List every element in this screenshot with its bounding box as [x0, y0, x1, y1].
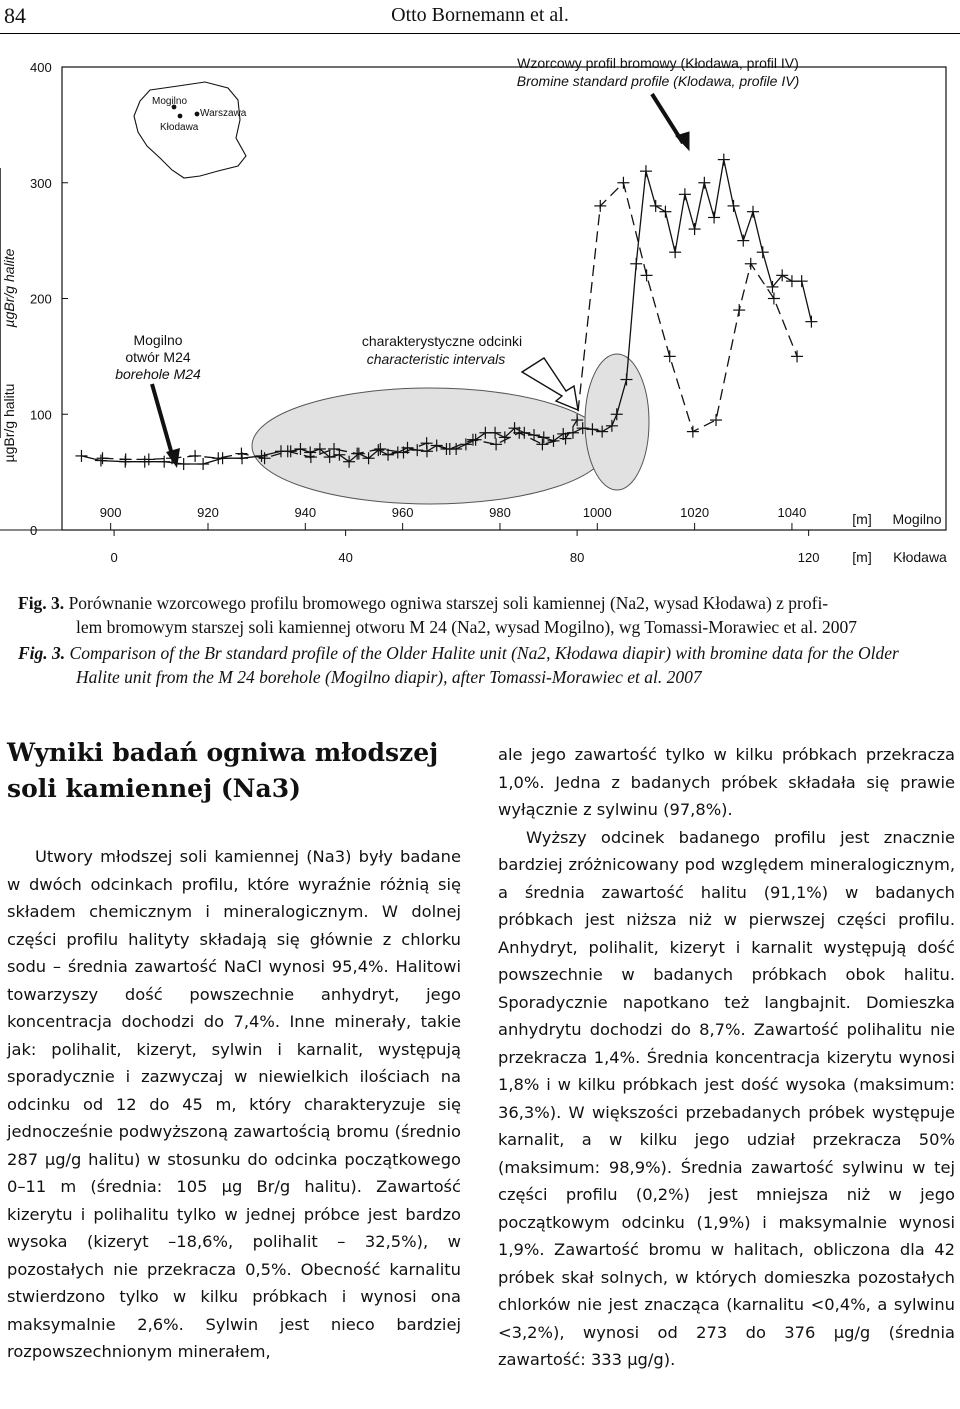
x-axes — [100, 505, 947, 565]
bromine-profile-figure — [0, 38, 960, 578]
running-title: Otto Bornemann et al. — [391, 4, 569, 26]
data-point-marker — [659, 206, 671, 218]
data-point-marker — [669, 246, 681, 258]
x-tick-label-mogilno: 900 — [99, 505, 122, 520]
caption-polish — [18, 591, 948, 639]
caption-pl-line1: Porównanie wzorcowego profilu bromowego ogniwa starszej soli kamiennej (Na2, wysad Kłodawa) z profi- — [68, 593, 829, 613]
caption-pl-label: Fig. 3. — [18, 593, 65, 613]
data-point-marker — [189, 450, 201, 462]
axis-name-mogilno: Mogilno — [892, 511, 942, 527]
data-point-marker — [689, 223, 701, 235]
data-point-marker — [630, 258, 642, 270]
annot-intervals-pl: charakterystyczne odcinki — [361, 333, 523, 349]
caption-english — [18, 641, 948, 689]
annot-otwor: otwór M24 — [125, 349, 191, 365]
section-heading: Wyniki badań ogniwa młodszej soli kamiennej (Na3) — [7, 738, 439, 803]
annot-intervals-en: characteristic intervals — [366, 351, 506, 367]
data-point-marker — [75, 450, 87, 462]
data-point-marker — [791, 350, 803, 362]
right-paragraph-2: Wyższy odcinek badanego profilu jest znacznie bardziej zróżnicowany pod względem mineralogicznym, a średnia zawartość halitu (91,1%) w badanych próbkach jest niższa niż w pierwszej części profilu. Anhydryt, polihalit, kizeryt i karnalit występują dość powszechnie w badanych próbkach obok halitu. Sporadycznie napotkano też langbajnit. Domieszka anhydrytu dochodzi do 8,7%. Zawartość polihalitu nie przekracza 1,4%. Średnia koncentracja kizerytu wynosi 1,8% i w kilku próbkach jest dość wysoka (maksimum: 36,3%). W większości przebadanych próbek występuje karnalit, a w kilku jego udział przekracza 50% (maksimum: 98,9%). Średnia zawartość sylwinu w tej części profilu (0,2%) jest mniejsza niż w jego początkowym odcinku (1,9%) i maksymalnie wynosi 1,9%. Zawartość bromu w halitach, obliczona dla 42 próbek skał solnych, w których domieszka pozostałych chlorków nie jest znacząca (karnalitu <0,4%, a sylwinu <3,2%), wynosi od 273 do 376 µg/g (średnia zawartość: 333 µg/g). — [498, 827, 955, 1369]
data-point-marker — [737, 235, 749, 247]
arrow-to-borehole — [152, 384, 173, 458]
data-point-marker — [757, 246, 769, 258]
caption-en-label: Fig. 3. — [18, 643, 66, 663]
left-paragraph: Utwory młodszej soli kamiennej (Na3) były badane w dwóch odcinkach profilu, które wyraźnie różnią się składem chemicznym i mineralogicznym. W dolnej części profilu halityty składają się głównie z chlorku sodu – średnia zawartość NaCl wynosi 95,4%. Halitowi towarzyszy dość powszechnie anhydryt, jego koncentracja dochodzi do 7,4%. Inne minerały, takie jak: polihalit, kizeryt, sylwin i karnalit, występują sporadycznie i zazwyczaj w niewielkich ilościach na odcinku od 12 do 45 m, który charakteryzuje się jednocześnie podwyższoną zawartością bromu (średnio 287 µg/g halitu) w stosunku do odcinka początkowego 0–11 m (średnia: 105 µg Br/g halitu). Zawartość kizerytu i polihalitu tylko w jednej próbce jest bardzo wysoka (kizeryt –18,6%, polihalit – 32,5%), w pozostałych nie przekracza 0,5%. Obecność karnalitu stwierdzono tylko w kilku próbkach i wynosi ona maksymalnie 2,6%. Sylwin jest nieco bardziej rozpowszechnionym minerałem, — [7, 847, 461, 1361]
right-paragraph-1: ale jego zawartość tylko w kilku próbkach przekracza 1,0%. Jedna z badanych próbek składała się prawie wyłącznie z sylwinu (97,8%). — [498, 745, 955, 819]
data-point-marker — [641, 269, 653, 281]
poland-map-inset — [134, 82, 247, 178]
map-label-mogilno: Mogilno — [152, 96, 188, 107]
unit-label-mogilno: [m] — [852, 511, 872, 527]
data-point-marker — [178, 458, 190, 470]
y-tick-label: 100 — [30, 407, 52, 423]
data-point-marker — [768, 293, 780, 305]
page-number: 84 — [4, 3, 26, 28]
data-point-marker — [733, 304, 745, 316]
annot-mogilno: Mogilno — [133, 332, 183, 348]
data-point-marker — [698, 177, 710, 189]
data-point-marker — [664, 350, 676, 362]
y-axis-label-halite: µgBr/g halite — [1, 248, 17, 328]
data-point-marker — [747, 206, 759, 218]
x-tick-label-mogilno: 940 — [294, 505, 317, 520]
data-point-marker — [679, 188, 691, 200]
data-point-marker — [805, 316, 817, 328]
map-dot-klodawa — [178, 114, 183, 119]
header-rule — [0, 33, 960, 34]
map-label-klodawa: Kłodawa — [160, 122, 199, 133]
left-column — [7, 843, 461, 1366]
data-point-marker — [745, 258, 757, 270]
data-point-marker — [197, 458, 209, 470]
x-tick-label-klodawa: 0 — [110, 550, 118, 565]
right-column — [498, 741, 955, 1374]
axis-name-klodawa: Kłodawa — [893, 549, 947, 565]
x-tick-label-mogilno: 1040 — [777, 505, 807, 520]
y-tick-label: 200 — [30, 291, 52, 307]
data-point-marker — [120, 453, 132, 465]
data-point-marker — [710, 414, 722, 426]
highlight-ellipse-right — [585, 354, 649, 490]
data-point-marker — [728, 200, 740, 212]
data-point-marker — [158, 456, 170, 468]
x-tick-label-mogilno: 1020 — [680, 505, 710, 520]
caption-pl-line2: lem bromowym starszej soli kamiennej otworu M 24 (Na2, wysad Mogilno), wg Tomassi-Morawiec et al. 2007 — [76, 617, 857, 637]
y-tick-label: 400 — [30, 60, 52, 75]
map-dot-warszawa — [195, 112, 200, 117]
annot-borehole: borehole M24 — [115, 366, 201, 382]
x-tick-label-mogilno: 960 — [391, 505, 414, 520]
page-header — [0, 0, 960, 36]
map-label-warszawa: Warszawa — [200, 108, 247, 119]
figure-title-pl: Wzorcowy profil bromowy (Kłodawa, profil IV) — [517, 55, 799, 71]
data-point-marker — [650, 200, 662, 212]
figure-title-en: Bromine standard profile (Klodawa, profile IV) — [516, 73, 800, 89]
data-point-marker — [708, 211, 720, 223]
caption-en-line2: Halite unit from the M 24 borehole (Mogilno diapir), after Tomassi-Morawiec et al. 2007 — [76, 667, 702, 687]
x-tick-label-klodawa: 40 — [338, 550, 353, 565]
x-tick-label-klodawa: 120 — [797, 550, 820, 565]
y-axis — [1, 60, 68, 538]
x-tick-label-klodawa: 80 — [569, 550, 585, 565]
y-tick-label: 0 — [30, 523, 38, 538]
unit-label-klodawa: [m] — [852, 549, 872, 565]
y-axis-label-halitu: µgBr/g halitu — [1, 383, 17, 463]
data-point-marker — [796, 275, 808, 287]
data-point-marker — [640, 165, 652, 177]
data-point-marker — [95, 455, 107, 467]
data-point-marker — [687, 426, 699, 438]
x-tick-label-mogilno: 980 — [489, 505, 511, 520]
highlight-ellipse-left — [252, 388, 608, 504]
x-tick-label-mogilno: 920 — [197, 505, 219, 520]
caption-en-line1: Comparison of the Br standard profile of the Older Halite unit (Na2, Kłodawa diapir) with bromine data for the Older — [69, 643, 899, 663]
data-point-marker — [718, 154, 730, 166]
x-tick-label-mogilno: 1000 — [582, 505, 612, 520]
data-point-marker — [97, 452, 109, 464]
y-tick-label: 300 — [30, 175, 52, 191]
data-point-marker — [617, 177, 629, 189]
